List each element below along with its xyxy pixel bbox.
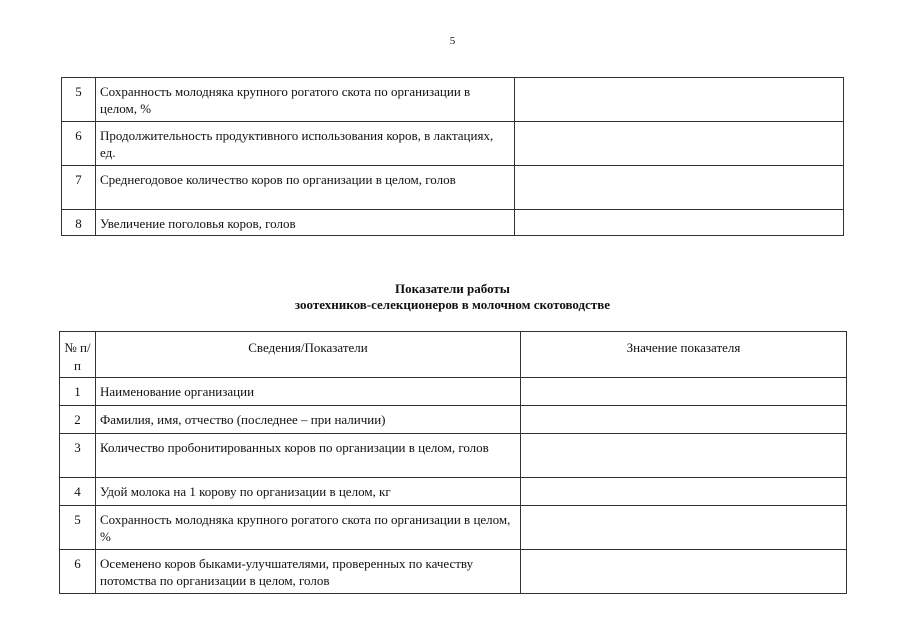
indicator-value-cell[interactable] bbox=[515, 210, 844, 236]
header-indicators: Сведения/Показатели bbox=[96, 332, 521, 378]
row-number: 4 bbox=[60, 478, 96, 506]
row-number: 5 bbox=[62, 78, 96, 122]
section-title-line-2: зоотехников-селекционеров в молочном скотоводстве bbox=[294, 297, 611, 312]
indicator-value-cell[interactable] bbox=[515, 166, 844, 210]
table-row bbox=[60, 434, 847, 478]
row-number: 6 bbox=[62, 122, 96, 166]
row-number: 1 bbox=[60, 378, 96, 406]
table-row bbox=[62, 166, 844, 210]
header-number: № п/п bbox=[60, 332, 96, 378]
row-number: 5 bbox=[60, 506, 96, 550]
indicator-text: Сохранность молодняка крупного рогатого скота по организации в целом, % bbox=[96, 506, 521, 550]
row-number: 6 bbox=[60, 550, 96, 594]
row-number: 8 bbox=[62, 210, 96, 236]
indicator-text: Наименование организации bbox=[96, 378, 521, 406]
indicator-text: Сохранность молодняка крупного рогатого скота по организации в целом, % bbox=[96, 78, 515, 122]
page-number: 5 bbox=[449, 35, 456, 47]
indicator-value-cell[interactable] bbox=[521, 550, 847, 594]
zootechnician-indicators-table bbox=[59, 331, 847, 594]
header-value: Значение показателя bbox=[521, 332, 847, 378]
indicator-value-cell[interactable] bbox=[521, 478, 847, 506]
indicator-value-cell[interactable] bbox=[515, 78, 844, 122]
section-title bbox=[0, 281, 905, 313]
indicator-text: Продолжительность продуктивного использования коров, в лактациях, ед. bbox=[96, 122, 515, 166]
indicator-value-cell[interactable] bbox=[521, 506, 847, 550]
table-row bbox=[60, 378, 847, 406]
indicator-text: Осеменено коров быками-улучшателями, проверенных по качеству потомства по организации в целом, голов bbox=[96, 550, 521, 594]
table-header-row bbox=[60, 332, 847, 378]
indicator-text: Удой молока на 1 корову по организации в целом, кг bbox=[96, 478, 521, 506]
table-row bbox=[62, 210, 844, 236]
table-row bbox=[60, 550, 847, 594]
table-row bbox=[62, 78, 844, 122]
table-row bbox=[60, 478, 847, 506]
indicator-value-cell[interactable] bbox=[521, 378, 847, 406]
table-row bbox=[60, 506, 847, 550]
indicator-text: Увеличение поголовья коров, голов bbox=[96, 210, 515, 236]
section-title-line-1: Показатели работы bbox=[395, 281, 510, 296]
indicators-table-continued bbox=[61, 77, 844, 236]
indicator-value-cell[interactable] bbox=[521, 406, 847, 434]
indicator-value-cell[interactable] bbox=[521, 434, 847, 478]
indicator-text: Фамилия, имя, отчество (последнее – при наличии) bbox=[96, 406, 521, 434]
table-row bbox=[60, 406, 847, 434]
row-number: 7 bbox=[62, 166, 96, 210]
row-number: 2 bbox=[60, 406, 96, 434]
indicator-value-cell[interactable] bbox=[515, 122, 844, 166]
indicator-text: Количество пробонитированных коров по организации в целом, голов bbox=[96, 434, 521, 478]
table-row bbox=[62, 122, 844, 166]
row-number: 3 bbox=[60, 434, 96, 478]
indicator-text: Среднегодовое количество коров по организации в целом, голов bbox=[96, 166, 515, 210]
